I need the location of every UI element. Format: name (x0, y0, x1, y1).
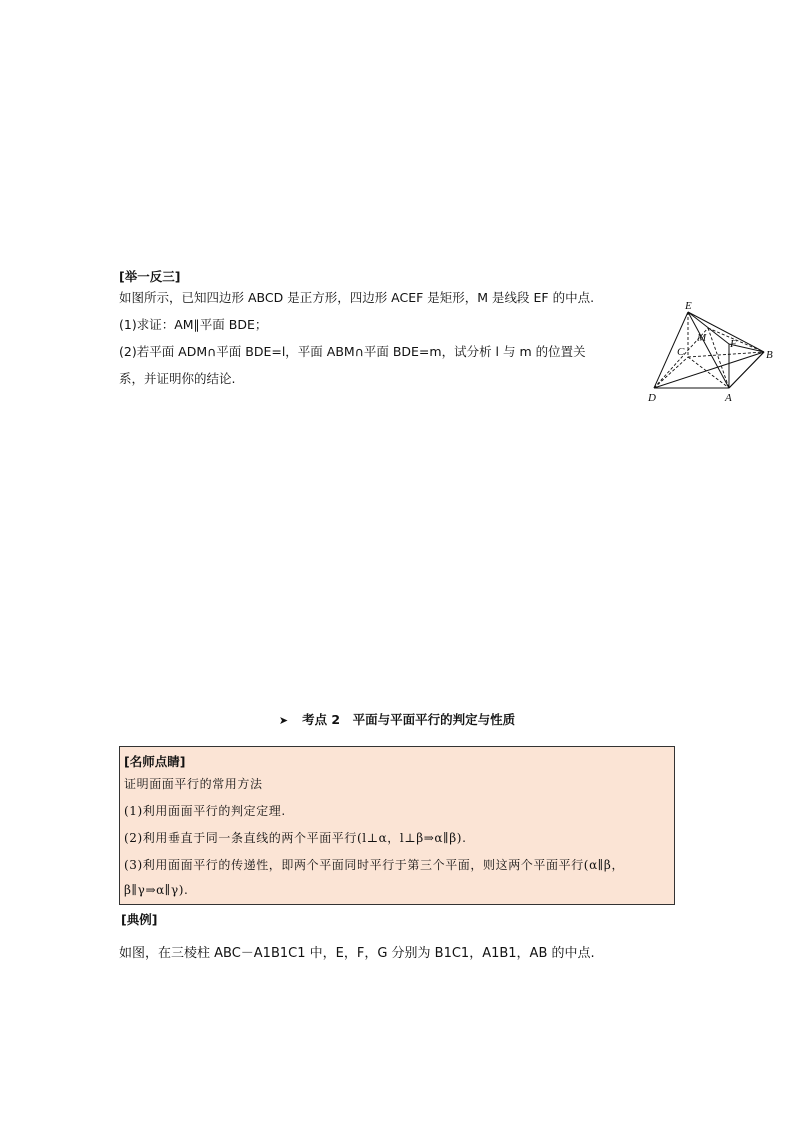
label-D: D (648, 392, 656, 404)
arrow-bullet-icon: ➤ (278, 714, 289, 727)
practice-heading: [举一反三] (119, 269, 181, 284)
edge-DB (654, 352, 764, 388)
label-E: E (685, 300, 692, 312)
tips-line-5: β∥γ⇒α∥γ). (124, 883, 189, 897)
practice-question-2-line-2: 系，并证明你的结论. (119, 371, 236, 386)
edge-DC-dashed (654, 357, 688, 388)
practice-problem-statement: 如图所示，已知四边形 ABCD 是正方形，四边形 ACEF 是矩形，M 是线段 EF 的中点. (119, 290, 595, 305)
label-A: A (725, 392, 732, 404)
label-F: F (730, 338, 737, 350)
tips-line-4: (3)利用面面平行的传递性，即两个平面同时平行于第三个平面，则这两个平面平行(α∥β， (124, 858, 625, 872)
example-heading: [典例] (121, 912, 158, 927)
practice-question-1: (1)求证：AM∥平面 BDE； (119, 317, 268, 332)
edge-CA-dashed (688, 357, 729, 388)
edge-EA (688, 312, 729, 388)
label-M: M (697, 332, 707, 344)
tips-title: [名师点睛] (124, 754, 186, 769)
practice-question-2-line-1: (2)若平面 ADM∩平面 BDE=l，平面 ABM∩平面 BDE=m，试分析 l 与 m 的位置关 (119, 344, 586, 359)
tips-line-1: 证明面面平行的常用方法 (124, 777, 263, 791)
section-heading (0, 710, 794, 728)
tips-line-3: (2)利用垂直于同一条直线的两个平面平行(l⊥α，l⊥β⇒α∥β). (124, 831, 467, 845)
example-problem-text: 如图，在三棱柱 ABC－A1B1C1 中，E，F，G 分别为 B1C1，A1B1，AB 的中点. (119, 946, 595, 961)
tips-box (119, 746, 675, 905)
label-C: C (677, 346, 685, 358)
section-title: 考点 2 平面与平面平行的判定与性质 (302, 712, 516, 727)
edge-MA-dashed (708, 328, 729, 388)
geometry-figure (640, 295, 780, 405)
label-B: B (766, 349, 773, 361)
tips-line-2: (1)利用面面平行的判定定理. (124, 804, 286, 818)
